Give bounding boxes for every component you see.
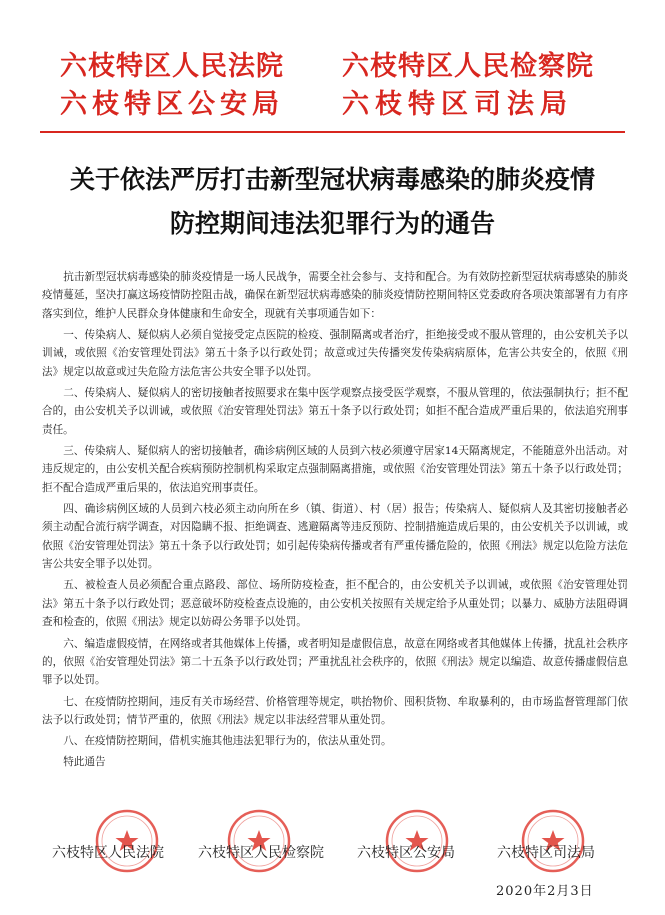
agency-procuratorate: 六枝特区人民检察院 <box>342 51 594 82</box>
red-divider-line <box>40 131 625 133</box>
title-line-1: 关于依法严厉打击新型冠状病毒感染的肺炎疫情 <box>69 165 595 194</box>
paragraph-2: 二、传染病人、疑似病人的密切接触者按照要求在集中医学观察点接受医学观察，不服从管理的，依法强制执行；拒不配合的，由公安机关予以训诫，或依照《治安管理处罚法》第五十条予以行政处罚；如拒不配合造成严重后果的，依法追究刑事责任。 <box>42 387 628 436</box>
paragraph-3: 三、传染病人、疑似病人的密切接触者，确诊病例区域的人员到六枝必须遵守居家14天隔离规定，不能随意外出活动。对违反规定的，由公安机关配合疾病预防控制机构采取定点强制隔离措施，或依照《治安管理处罚法》第五十条予以行政处罚；拒不配合造成严重后果的，依法追究刑事责任。 <box>42 445 628 494</box>
agency-court: 六枝特区人民法院 <box>60 51 284 82</box>
signature-justice-bureau: 六枝特区司法局 <box>497 845 595 861</box>
issue-date: 2020年2月3日 <box>496 884 594 899</box>
paragraph-4: 四、确诊病例区域的人员到六枝必须主动向所在乡（镇、街道）、村（居）报告；传染病人、疑似病人及其密切接触者必须主动配合流行病学调查，对因隐瞒不报、拒绝调查、逃避隔离等违反预防、控制措施造成后果的，由公安机关予以训诫，或依照《治安管理处罚法》第五十条予以行政处罚；如引起传染病传播或者有严重传播危险的，依照《刑法》规定以危险方法危害公共安全罪予以处罚。 <box>42 503 628 571</box>
signature-police: 六枝特区公安局 <box>357 845 455 861</box>
signature-court: 六枝特区人民法院 <box>52 845 164 861</box>
agency-row-1 <box>0 44 665 82</box>
paragraph-5: 五、被检查人员必须配合重点路段、部位、场所防疫检查，拒不配合的，由公安机关予以训诫，或依照《治安管理处罚法》第五十条予以行政处罚；恶意破坏防疫检查点设施的，由公安机关按照有关规定给予从重处罚；以暴力、威胁方法阻碍调查和检查的，依照《刑法》规定以妨碍公务罪予以处罚。 <box>42 579 628 629</box>
title-line-2: 防控期间违法犯罪行为的通告 <box>169 209 495 238</box>
official-seal-icon <box>94 808 160 874</box>
notice-title <box>30 158 635 246</box>
paragraph-6: 六、编造虚假疫情，在网络或者其他媒体上传播，或者明知是虚假信息，故意在网络或者其他媒体上传播，扰乱社会秩序的，依照《治安管理处罚法》第二十五条予以行政处罚；严重扰乱社会秩序的，依照《刑法》规定以编造、故意传播虚假信息罪予以处罚。 <box>42 637 628 687</box>
official-seal-icon <box>384 808 450 874</box>
official-seal-icon <box>226 808 292 874</box>
official-seal-icon <box>520 808 586 874</box>
paragraph-8: 八、在疫情防控期间，借机实施其他违法犯罪行为的，依法从重处罚。 <box>63 735 392 748</box>
signature-procuratorate: 六枝特区人民检察院 <box>198 845 324 861</box>
issuing-agencies-header <box>0 44 665 120</box>
agency-police: 六枝特区公安局 <box>60 89 284 120</box>
closing-statement: 特此通告 <box>63 756 106 769</box>
signature-block <box>0 808 665 878</box>
paragraph-intro: 抗击新型冠状病毒感染的肺炎疫情是一场人民战争，需要全社会参与、支持和配合。为有效防控新型冠状病毒感染的肺炎疫情蔓延，坚决打赢这场疫情防控阻击战，确保在新型冠状病毒感染的肺炎疫情防控期间特区党委政府各项决策部署有力有序落实到位，维护人民群众身体健康和生命安全，现就有关事项通告如下： <box>42 271 628 320</box>
notice-body <box>42 268 628 775</box>
paragraph-7: 七、在疫情防控期间，违反有关市场经营、价格管理等规定，哄抬物价、囤积货物、牟取暴利的，由市场监督管理部门依法予以行政处罚；情节严重的，依照《刑法》规定以非法经营罪从重处罚。 <box>42 695 628 726</box>
paragraph-1: 一、传染病人、疑似病人必须自觉接受定点医院的检疫、强制隔离或者治疗，拒绝接受或不服从管理的，由公安机关予以训诫，或依照《治安管理处罚法》第五十条予以行政处罚；故意或过失传播突发传染病病原体，危害公共安全的，依照《刑法》规定以故意或过失危险方法危害公共安全罪予以处罚。 <box>42 329 628 378</box>
agency-row-2 <box>0 82 665 120</box>
agency-justice-bureau: 六枝特区司法局 <box>342 89 573 120</box>
